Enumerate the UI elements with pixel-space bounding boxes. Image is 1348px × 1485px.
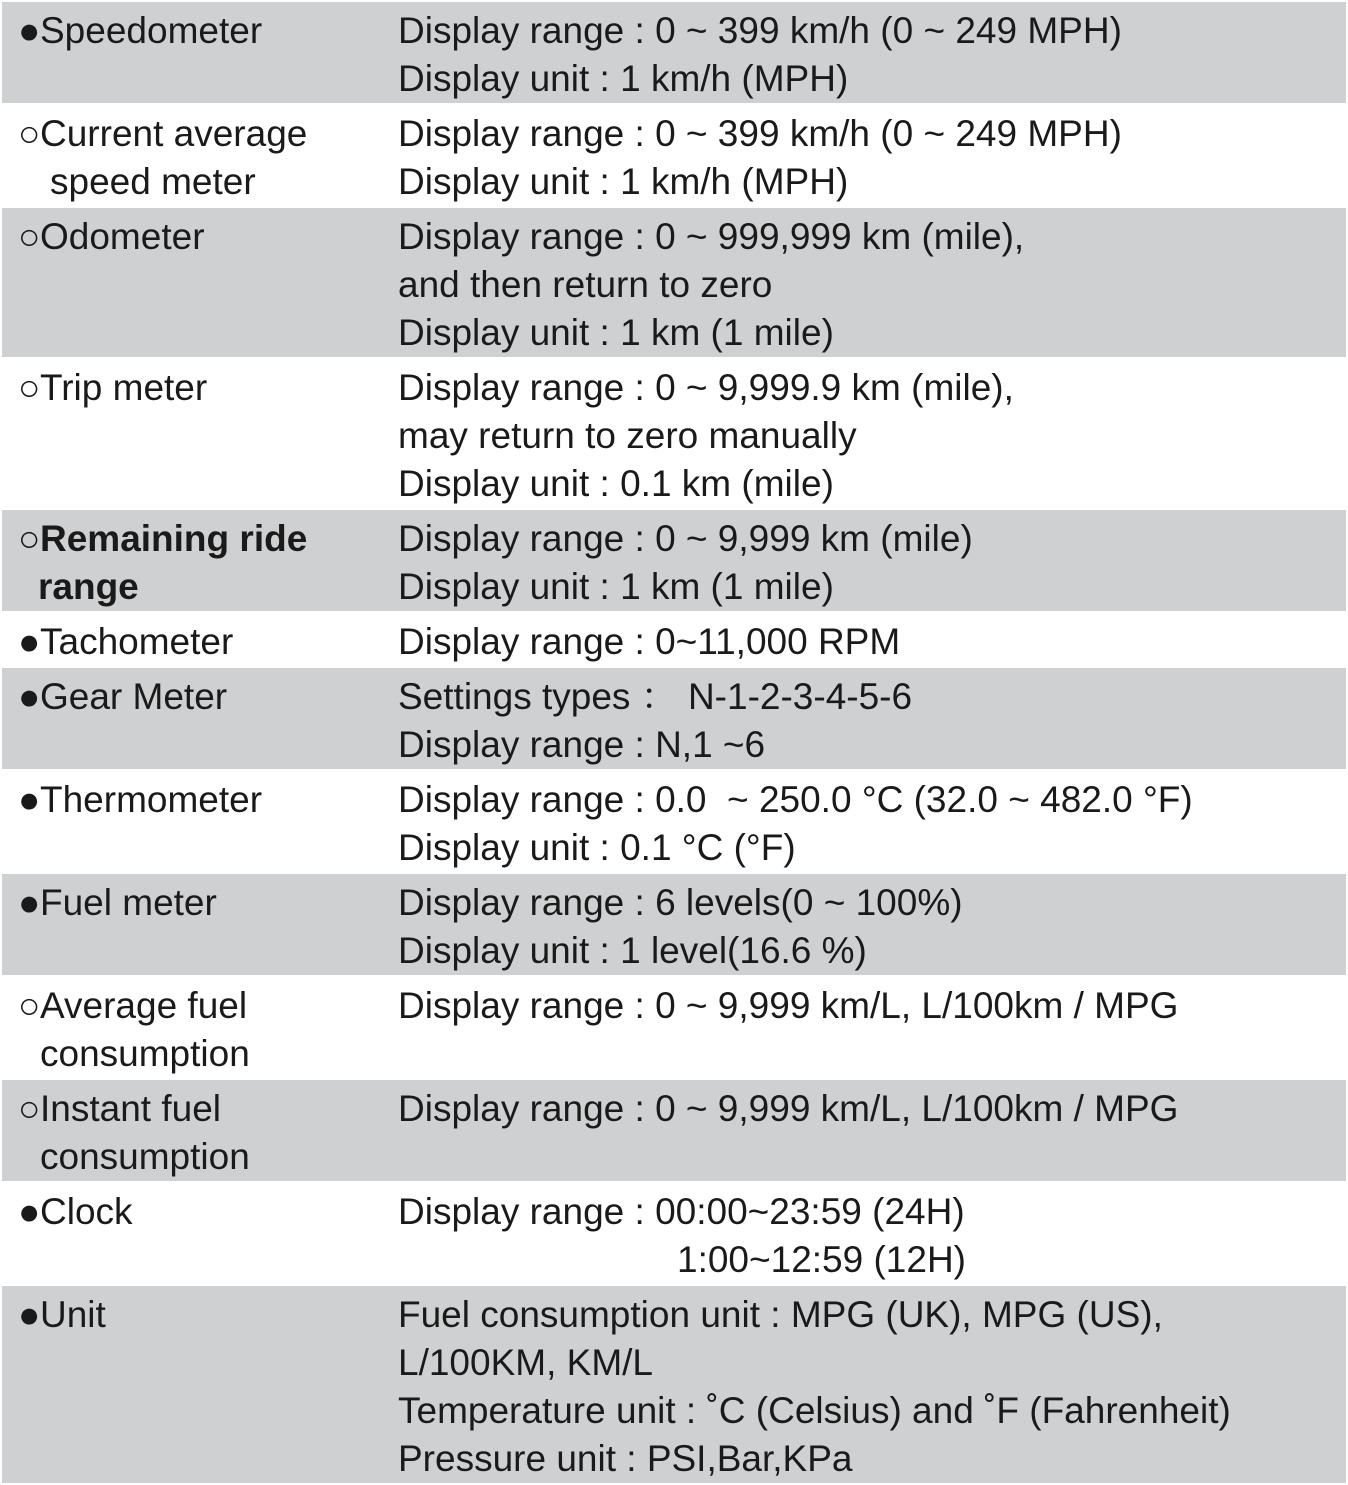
value-line: Display range : 0 ~ 9,999 km (mile) bbox=[398, 518, 973, 559]
row-label bbox=[2, 213, 398, 357]
row-value bbox=[398, 7, 1346, 103]
row-value bbox=[398, 1085, 1346, 1181]
filled-bullet-icon: ● bbox=[18, 882, 41, 923]
value-line: Display range : 00:00~23:59 (24H) bbox=[398, 1191, 965, 1232]
value-line: Settings types ： N-1-2-3-4-5-6 bbox=[398, 676, 913, 717]
filled-bullet-icon: ● bbox=[18, 1191, 41, 1232]
value-line: Display range : 0 ~ 399 km/h (0 ~ 249 MPH) bbox=[398, 10, 1122, 51]
value-line: Display range : 0 ~ 9,999 km/L, L/100km / MPG bbox=[398, 985, 1179, 1026]
value-line: Display range : 6 levels(0 ~ 100%) bbox=[398, 882, 963, 923]
row-label-text: Gear Meter bbox=[40, 676, 228, 717]
row-value bbox=[398, 515, 1346, 611]
table-row-tachometer bbox=[2, 613, 1346, 668]
table-row-instant-fuel-consumption bbox=[2, 1080, 1346, 1183]
table-row-current-average-speed bbox=[2, 105, 1346, 208]
spec-table bbox=[2, 2, 1346, 1485]
value-line: Display unit : 1 km/h (MPH) bbox=[398, 58, 849, 99]
filled-bullet-icon: ● bbox=[18, 779, 41, 820]
value-line: may return to zero manually bbox=[398, 415, 857, 456]
table-row-odometer bbox=[2, 208, 1346, 359]
row-label bbox=[2, 515, 398, 611]
row-label-text: Average fuel bbox=[40, 985, 248, 1026]
value-line: Display unit : 1 km/h (MPH) bbox=[398, 161, 849, 202]
hollow-bullet-icon: ○ bbox=[18, 216, 41, 257]
table-row-trip-meter bbox=[2, 359, 1346, 510]
row-label-text: Clock bbox=[40, 1191, 133, 1232]
row-label-text: consumption bbox=[40, 1033, 250, 1074]
row-label bbox=[2, 618, 398, 666]
row-label-text: Trip meter bbox=[40, 367, 208, 408]
value-line: Display range : 0 ~ 999,999 km (mile), bbox=[398, 216, 1025, 257]
table-row-remaining-ride-range bbox=[2, 510, 1346, 613]
table-row-unit bbox=[2, 1286, 1346, 1485]
hollow-bullet-icon: ○ bbox=[18, 367, 41, 408]
row-label-text: Unit bbox=[40, 1294, 106, 1335]
row-value bbox=[398, 982, 1346, 1078]
row-label bbox=[2, 1188, 398, 1284]
value-line: Display range : 0 ~ 9,999.9 km (mile), bbox=[398, 367, 1014, 408]
row-value bbox=[398, 213, 1346, 357]
value-line: Display unit : 1 level(16.6 %) bbox=[398, 930, 867, 971]
row-label bbox=[2, 776, 398, 872]
row-value bbox=[398, 110, 1346, 206]
row-label-text: Tachometer bbox=[40, 621, 234, 662]
row-value bbox=[398, 1291, 1346, 1483]
row-label bbox=[2, 1291, 398, 1483]
row-label-text: consumption bbox=[40, 1136, 250, 1177]
value-line: Display unit : 0.1 °C (°F) bbox=[398, 827, 796, 868]
row-label-text: Remaining ride bbox=[40, 518, 308, 559]
value-line: Temperature unit : ˚C (Celsius) and ˚F (Fahrenheit) bbox=[398, 1390, 1231, 1431]
value-line: Display range : 0 ~ 9,999 km/L, L/100km / MPG bbox=[398, 1088, 1179, 1129]
row-value bbox=[398, 879, 1346, 975]
row-label bbox=[2, 879, 398, 975]
row-label bbox=[2, 982, 398, 1078]
table-row-speedometer bbox=[2, 2, 1346, 105]
hollow-bullet-icon: ○ bbox=[18, 1088, 41, 1129]
row-value bbox=[398, 1188, 1346, 1284]
filled-bullet-icon: ● bbox=[18, 621, 41, 662]
value-line: Display range : 0~11,000 RPM bbox=[398, 621, 901, 662]
row-label-text: Current average bbox=[40, 113, 308, 154]
value-line: Fuel consumption unit : MPG (UK), MPG (US), bbox=[398, 1294, 1163, 1335]
row-label-text: Speedometer bbox=[40, 10, 263, 51]
row-value bbox=[398, 776, 1346, 872]
table-row-clock bbox=[2, 1183, 1346, 1286]
row-label bbox=[2, 7, 398, 103]
value-line: Display range : 0 ~ 399 km/h (0 ~ 249 MPH) bbox=[398, 113, 1122, 154]
row-label-text: range bbox=[38, 566, 139, 607]
hollow-bullet-icon: ○ bbox=[18, 518, 41, 559]
hollow-bullet-icon: ○ bbox=[18, 113, 41, 154]
value-line: Display unit : 0.1 km (mile) bbox=[398, 463, 834, 504]
row-label-text: speed meter bbox=[50, 161, 256, 202]
filled-bullet-icon: ● bbox=[18, 1294, 41, 1335]
table-row-fuel-meter bbox=[2, 874, 1346, 977]
value-line: L/100KM, KM/L bbox=[398, 1342, 654, 1383]
value-line: Display unit : 1 km (1 mile) bbox=[398, 566, 834, 607]
row-label bbox=[2, 1085, 398, 1181]
row-label-text: Instant fuel bbox=[40, 1088, 222, 1129]
filled-bullet-icon: ● bbox=[18, 676, 41, 717]
value-line: Display unit : 1 km (1 mile) bbox=[398, 312, 834, 353]
value-line: Display range : 0.0 ~ 250.0 °C (32.0 ~ 482.0 °F) bbox=[398, 779, 1193, 820]
row-label-text: Odometer bbox=[40, 216, 205, 257]
row-label bbox=[2, 110, 398, 206]
row-value bbox=[398, 618, 1346, 666]
row-label-text: Fuel meter bbox=[40, 882, 217, 923]
hollow-bullet-icon: ○ bbox=[18, 985, 41, 1026]
filled-bullet-icon: ● bbox=[18, 10, 41, 51]
value-line: Pressure unit : PSI,Bar,KPa bbox=[398, 1438, 853, 1479]
row-label-text: Thermometer bbox=[40, 779, 263, 820]
row-label bbox=[2, 364, 398, 508]
table-row-average-fuel-consumption bbox=[2, 977, 1346, 1080]
value-line: Display range : N,1 ~6 bbox=[398, 724, 766, 765]
table-row-gear-meter bbox=[2, 668, 1346, 771]
row-value bbox=[398, 364, 1346, 508]
row-label bbox=[2, 673, 398, 769]
value-line: and then return to zero bbox=[398, 264, 773, 305]
value-line: 1:00~12:59 (12H) bbox=[677, 1239, 967, 1280]
row-value bbox=[398, 673, 1346, 769]
table-row-thermometer bbox=[2, 771, 1346, 874]
